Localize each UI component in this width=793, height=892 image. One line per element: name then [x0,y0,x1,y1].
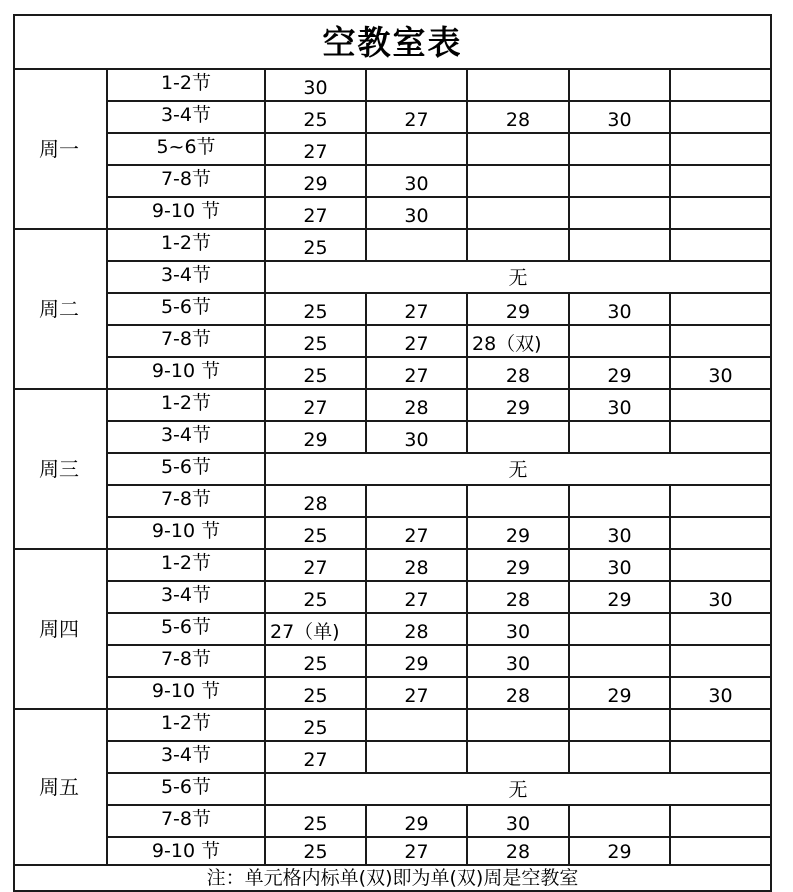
schedule-row [14,229,771,261]
period-label: 3-4节 [107,261,265,293]
no-free-room-cell: 无 [265,261,771,293]
schedule-row [14,357,771,389]
room-cell [569,229,670,261]
period-label: 7-8节 [107,645,265,677]
room-cell: 27 [265,389,366,421]
period-label: 3-4节 [107,741,265,773]
room-cell: 25 [265,805,366,837]
room-cell: 28 [467,837,569,865]
room-cell [569,485,670,517]
footnote: 注：单元格内标单(双)即为单(双)周是空教室 [14,865,771,891]
room-cell: 30 [467,805,569,837]
schedule-row [14,677,771,709]
schedule-row [14,453,771,485]
room-cell [366,133,467,165]
room-cell: 28 [467,357,569,389]
schedule-row [14,805,771,837]
room-cell [467,69,569,101]
empty-classroom-sheet [13,14,772,892]
room-cell: 30 [366,197,467,229]
room-cell: 27 [366,293,467,325]
room-cell [467,709,569,741]
no-free-room-cell: 无 [265,453,771,485]
room-cell: 29 [467,549,569,581]
room-cell: 25 [265,357,366,389]
room-cell [670,325,771,357]
room-cell [670,805,771,837]
schedule-row [14,581,771,613]
room-cell: 25 [265,645,366,677]
period-label: 7-8节 [107,165,265,197]
period-label: 9-10 节 [107,837,265,865]
room-cell: 29 [569,837,670,865]
room-cell [670,101,771,133]
period-label: 5-6节 [107,293,265,325]
room-cell: 30 [569,517,670,549]
no-free-room-cell: 无 [265,773,771,805]
room-cell [366,69,467,101]
schedule-table [13,14,772,892]
room-cell [366,485,467,517]
room-cell: 27 [265,133,366,165]
room-cell [366,229,467,261]
room-cell: 29 [366,645,467,677]
schedule-row [14,421,771,453]
schedule-row [14,261,771,293]
period-label: 7-8节 [107,325,265,357]
room-cell: 29 [467,517,569,549]
room-cell: 30 [569,293,670,325]
room-cell: 30 [467,613,569,645]
day-label: 周二 [14,229,107,389]
room-cell [467,741,569,773]
room-cell [670,837,771,865]
room-cell: 25 [265,293,366,325]
schedule-row [14,613,771,645]
schedule-row [14,133,771,165]
room-cell: 25 [265,837,366,865]
room-cell: 29 [569,581,670,613]
room-cell [569,165,670,197]
schedule-row [14,645,771,677]
period-label: 3-4节 [107,101,265,133]
room-cell [366,741,467,773]
room-cell: 30 [569,549,670,581]
period-label: 1-2节 [107,549,265,581]
period-label: 3-4节 [107,581,265,613]
schedule-row [14,101,771,133]
room-cell: 29 [569,677,670,709]
room-cell: 29 [467,389,569,421]
room-cell: 28 [366,549,467,581]
schedule-row [14,389,771,421]
room-cell: 27 [265,741,366,773]
room-cell: 30 [670,581,771,613]
period-label: 9-10 节 [107,357,265,389]
room-cell [467,229,569,261]
room-cell [366,709,467,741]
period-label: 7-8节 [107,485,265,517]
room-cell: 29 [265,165,366,197]
period-label: 5-6节 [107,613,265,645]
room-cell: 27 [366,581,467,613]
period-label: 1-2节 [107,389,265,421]
schedule-row [14,837,771,865]
room-cell [569,197,670,229]
room-cell [467,485,569,517]
room-cell [670,549,771,581]
period-label: 5-6节 [107,773,265,805]
schedule-row [14,549,771,581]
period-label: 9-10 节 [107,197,265,229]
day-label: 周一 [14,69,107,229]
room-cell [569,805,670,837]
period-label: 7-8节 [107,805,265,837]
room-cell: 30 [670,677,771,709]
room-cell: 27 [366,677,467,709]
room-cell [670,229,771,261]
room-cell [569,325,670,357]
period-label: 5~6节 [107,133,265,165]
schedule-row [14,165,771,197]
room-cell [467,197,569,229]
room-cell: 28 [467,581,569,613]
room-cell: 28（双) [467,325,569,357]
room-cell: 27 [366,325,467,357]
period-label: 1-2节 [107,69,265,101]
schedule-row [14,517,771,549]
room-cell: 27 [265,549,366,581]
room-cell: 29 [265,421,366,453]
schedule-row [14,709,771,741]
day-label: 周三 [14,389,107,549]
room-cell: 30 [366,165,467,197]
room-cell: 27 [366,101,467,133]
room-cell: 25 [265,517,366,549]
room-cell: 25 [265,325,366,357]
room-cell [670,709,771,741]
room-cell [670,741,771,773]
room-cell [670,389,771,421]
room-cell [670,133,771,165]
room-cell: 30 [569,389,670,421]
day-label: 周五 [14,709,107,865]
room-cell [467,421,569,453]
room-cell: 30 [265,69,366,101]
period-label: 3-4节 [107,421,265,453]
room-cell: 28 [366,613,467,645]
title-row [14,15,771,69]
room-cell: 25 [265,677,366,709]
schedule-row [14,69,771,101]
room-cell [670,485,771,517]
room-cell [467,133,569,165]
room-cell [670,645,771,677]
room-cell [569,133,670,165]
schedule-row [14,773,771,805]
schedule-row [14,293,771,325]
note-row [14,865,771,891]
room-cell [569,69,670,101]
room-cell: 27（单) [265,613,366,645]
room-cell [670,293,771,325]
schedule-row [14,741,771,773]
room-cell: 28 [467,677,569,709]
period-label: 9-10 节 [107,677,265,709]
room-cell [670,165,771,197]
room-cell: 27 [366,837,467,865]
schedule-row [14,485,771,517]
room-cell: 29 [366,805,467,837]
period-label: 9-10 节 [107,517,265,549]
room-cell [569,741,670,773]
room-cell [467,165,569,197]
room-cell [670,613,771,645]
room-cell: 30 [670,357,771,389]
room-cell: 27 [366,357,467,389]
room-cell [670,197,771,229]
room-cell: 29 [467,293,569,325]
room-cell: 30 [366,421,467,453]
room-cell: 28 [366,389,467,421]
period-label: 1-2节 [107,229,265,261]
schedule-row [14,325,771,357]
room-cell: 28 [467,101,569,133]
period-label: 5-6节 [107,453,265,485]
room-cell [670,517,771,549]
room-cell: 25 [265,229,366,261]
room-cell: 25 [265,581,366,613]
room-cell: 30 [569,101,670,133]
day-label: 周四 [14,549,107,709]
period-label: 1-2节 [107,709,265,741]
room-cell [569,709,670,741]
room-cell: 29 [569,357,670,389]
room-cell: 27 [265,197,366,229]
room-cell [670,421,771,453]
room-cell: 30 [467,645,569,677]
room-cell: 27 [366,517,467,549]
room-cell [569,421,670,453]
room-cell [670,69,771,101]
room-cell: 28 [265,485,366,517]
room-cell: 25 [265,101,366,133]
room-cell: 25 [265,709,366,741]
room-cell [569,613,670,645]
schedule-row [14,197,771,229]
room-cell [569,645,670,677]
page-title: 空教室表 [14,15,771,69]
